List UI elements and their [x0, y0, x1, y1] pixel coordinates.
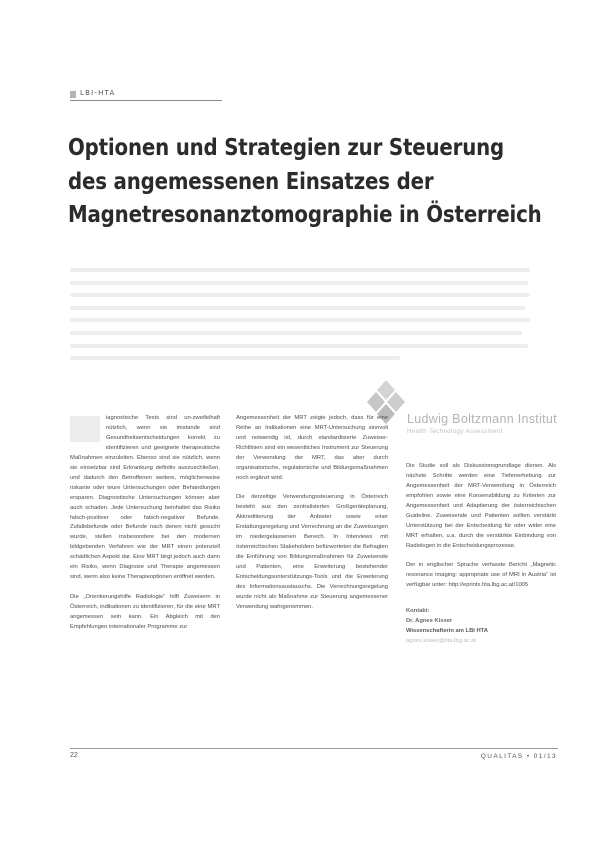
paragraph: Die Studie soll als Diskussionsgrundlage dienen. Als nächste Schritte werden eine Tiefenerhebung zur Angemessenheit der MRT-Verwendung in Österreich empfohlen sowie eine Konsensbildung zu Kriterien zur Angemessenheit und Adaptierung der österreichischen Guideline. Zuweisende und Patienten sollten verstärkt Unterstützung bei der Entscheidung für oder wider eine MRT erhalten, u.a. durch die verstärkte Einbindung von Radiologen in die Entscheidungsprozesse.	[406, 463, 556, 549]
section-tag	[70, 89, 222, 101]
brand-name: Ludwig Boltzmann Institut	[407, 412, 557, 426]
contact-organization: Wissenschafterin am LBI HTA	[406, 628, 488, 635]
article-title	[68, 132, 542, 233]
paragraph: Angemessenheit der MRT zeigte jedoch, dass für eine Reihe an Indikationen eine MRT-Untersuchung sinnvoll und notwendig ist, durch standardisierte Zuweiser-Richtlinien sind ein wesentliches Instrument zur Steuerung der Verwendung der MRT, das aber durch organisatorische, regulatorische und Bildungsmaßnahmen noch ergänzt wird.	[236, 415, 388, 481]
contact-name: Dr. Agnes Kisser	[406, 618, 453, 625]
paragraph: Die derzeitige Verwendungssteuerung in Österreich besteht aus den zentralisierten Großgeräteplanung, Akkreditierung der Anbieter sowie einer Erstattungsregelung und Verrechnung an die Zuweisungen im niedergelassenen Bereich. In Interviews mit österreichischen Stakeholdern befürworteten die Befragten die Einführung von Bildungsmaßnahmen für Zuweisende und Patienten, eine Erweiterung bestehender Entscheidungsunterstützungs-Tools und die Erweiterung des Informationsaustauschs. Die Verrechnungsregelung wurde nicht als Maßnahme zur Steuerung angemessener Verwendung wahrgenommen.	[236, 494, 388, 610]
faded-lead-paragraph	[70, 268, 530, 369]
contact-email[interactable]: agnes.kisser@hta.lbg.ac.at	[406, 638, 477, 645]
page-number: 22	[70, 752, 78, 759]
contact-block	[406, 607, 556, 647]
text-column-1	[70, 414, 220, 643]
title-line: Optionen und Strategien zur Steuerung	[68, 135, 505, 161]
text-column-3	[406, 462, 556, 647]
footer-rule	[70, 748, 558, 749]
lbi-brand	[407, 412, 577, 435]
title-line: Magnetresonanztomographie in Österreich	[68, 202, 542, 228]
brand-subtitle: Health Technology Assessment	[407, 428, 503, 435]
title-line: des angemessenen Einsatzes der	[68, 168, 434, 195]
paragraph: Die „Orientierungshilfe Radiologie“ hilft Zuweisern in Österreich, indikationen zu identifizieren, für die eine MRT angemessen sein kann. Ein Abgleich mit den Empfehlungen internationaler Programme zur	[70, 594, 220, 630]
dropcap	[70, 416, 100, 442]
section-marker	[70, 91, 76, 98]
paragraph: iagnostische Tests sind un-zweifelhaft nützlich, wenn sie imstande sind Gesundheitsentscheidungen korrekt zu identifizieren und geeignete therapeutische Maßnahmen einzuleiten. Ebenso sind sie nützlich, wenn sie einsetzbar sind Erkrankung definitiv auszuschließen, und dadurch den Betroffenen weitere, möglicherweise riskante oder teure Untersuchungen oder Behandlungen ersparen. Diagnostische Untersuchungen können aber auch schaden. Jede Untersuchung beinhaltet das Risiko falsch-positiver oder falsch-negativer Befunde. Zufallsbefunde oder Befunde nach denen nicht gesucht wurde, stellen insbesondere bei den modernen bildgebenden Verfahren wie der MRT einen potenziell schädlichen Aspekt dar. Eine MRT birgt jedoch auch dann ein Risiko, wenn Diagnose und Therapie angemessen sind, wenn also keine Therapieoptionen eröffnet werden.	[70, 415, 220, 581]
section-tag-label: LBI-HTA	[80, 89, 116, 97]
contact-label: Kontakt:	[406, 608, 430, 615]
journal-issue: QUALITAS • 01/13	[480, 753, 557, 760]
paragraph: Der in englischer Sprache verfasste Bericht „Magnetic resonance imaging: appropriate use of MRI in Austria“ ist verfügbar unter: http://eprints.hta.lbg.ac.at/1005	[406, 562, 556, 589]
text-column-2	[236, 414, 388, 623]
